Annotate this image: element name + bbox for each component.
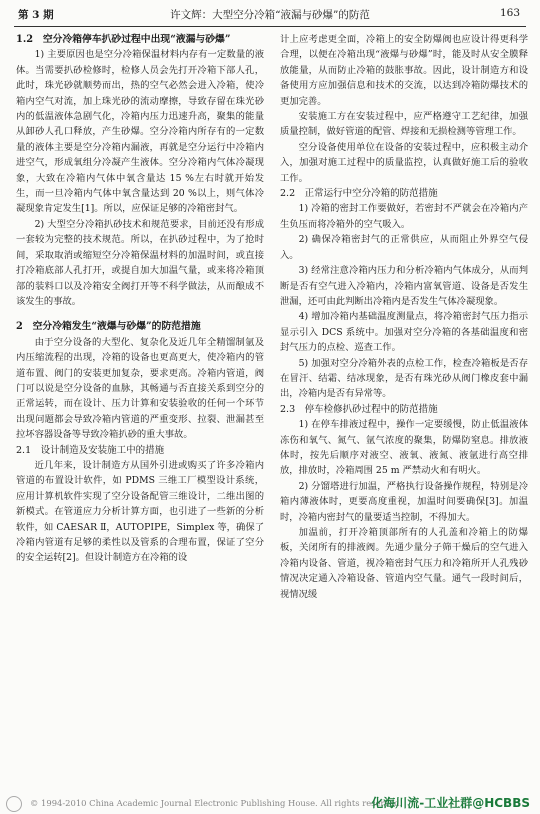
paragraph: 2) 确保冷箱密封气的正常供应，从而阻止外界空气侵入。 xyxy=(280,234,528,261)
section-2-3-heading: 2.3 停车检修扒砂过程中的防范措施 xyxy=(280,403,438,415)
paragraph: 近几年来，设计制造方从国外引进或购买了许多冷箱内管道的布置设计软件，如 PDMS 三维工厂模型设计系统，应用计算机软件实现了空分设备配管三维设计，二维出图的新模式。在管道应力分析计算方面，也引进了一些新的分析软件，如 CAESAR Ⅱ，AUTOPIPE，Simplex 等，确保了冷箱内管道有足够的柔性以及管系的合理布置，保证了空分的安全运转[2]。但设计制造方在冷箱的设 xyxy=(16,459,264,564)
article-title-header: 许文辉：大型空分冷箱“液漏与砂爆”的防范 xyxy=(170,9,370,21)
section-2-1-heading: 2.1 设计制造及安装施工中的措施 xyxy=(16,444,165,456)
page-number: 163 xyxy=(499,7,520,19)
left-column xyxy=(16,32,264,790)
paragraph: 空分设备使用单位在设备的安装过程中，应积极主动介入，加强对施工过程中的质量监控，认真做好施工后的验收工作。 xyxy=(280,141,528,184)
paragraph: 计上应考虑更全面，冷箱上的安全防爆阀也应设计得更科学合理，以便在冷箱出现“液爆与砂爆”时，能及时从安全膜释放能量，从而防止冷箱的鼓胀事故。因此，设计制造方和设备使用方应加强信息和技术的交流，以达到冷箱防爆技术的更加完善。 xyxy=(280,34,528,107)
paragraph: 安装施工方在安装过程中，应严格遵守工艺纪律，加强质量控制，做好管道的配管、焊接和无损检测等管理工作。 xyxy=(280,111,528,138)
running-header xyxy=(14,2,526,27)
page-footer xyxy=(0,792,540,814)
section-2-heading: 2 空分冷箱发生“液爆与砂爆”的防范措施 xyxy=(16,321,201,333)
issue-number: 第 3 期 xyxy=(18,9,54,21)
paragraph: 由于空分设备的大型化、复杂化及近几年全精馏制氩及内压缩流程的出现，冷箱的设备也更高更大，使冷箱内的管道布置、阀门的安装更加复杂，要求更高。冷箱内管道，阀门可以说是空分设备的血脉，其畅通与否直接关系到空分的正常运转，而在设计、压力计算和安装验收的任何一个环节出现问题都会导致冷箱内管道的严重变形、拉裂、泄漏甚至拉坏容器设备等导致冷箱扒砂的重大事故。 xyxy=(16,336,264,441)
paragraph: 1) 在停车排液过程中，操作一定要缓慢，防止低温液体冻伤和氧气、氮气、氩气浓度的聚集，防爆防窒息。排放液体时，按先后顺序对液空、液氧、液氮、液氩进行高空排放，排放时，冷箱周围 25 m 严禁动火和有明火。 xyxy=(280,419,528,477)
paragraph: 5) 加强对空分冷箱外表的点检工作，检查冷箱板是否存在冒汗、结霜、结冰现象，是否有珠光砂从阀门橡皮套中漏出，冷箱内是否有异常等。 xyxy=(280,357,528,400)
publisher-logo-icon xyxy=(6,796,22,812)
section-2-2-heading: 2.2 正常运行中空分冷箱的防范措施 xyxy=(280,188,438,200)
paragraph: 3) 经常注意冷箱内压力和分析冷箱内气体成分，从而判断是否有空气进入冷箱内，冷箱内富氧管道、设备是否发生泄漏，还可由此判断出冷箱内是否发生气体冷凝现象。 xyxy=(280,265,528,307)
paragraph: 2) 大型空分冷箱扒砂技术和规范要求，目前还没有形成一套较为完整的技术规范。所以，在扒砂过程中，为了抢时间，采取取消或缩短空分冷箱保温材料的加温时间，或直接打冷箱底部人孔打开，或提自加大加温气量，或来将冷箱顶部的装料口以及冷箱安全阀打开等不科学做法，从而酿成不该发生的事故。 xyxy=(16,218,264,307)
right-column xyxy=(280,32,528,790)
paragraph: 4) 增加冷箱内基础温度测量点，将冷箱密封气压力指示显示引入 DCS 系统中。加强对空分冷箱的各基础温度和密封气压力的点检、巡查工作。 xyxy=(280,311,528,354)
copyright-notice: © 1994-2010 China Academic Journal Electronic Publishing House. All rights reserved. xyxy=(30,798,403,808)
paragraph: 2) 分馏塔进行加温，严格执行设备操作规程，特别是冷箱内薄液体时，更要高度重视，加温时间要确保[3]。加温时，冷箱内密封气的量要适当控制，不得加大。 xyxy=(280,480,528,523)
watermark: 化海川流-工业社群@HCBBS xyxy=(371,796,530,810)
paragraph: 加温前，打开冷箱顶部所有的人孔盖和冷箱上的防爆板，关闭所有的排液阀。先通少量分子筛干燥后的空气进入冷箱内设备、管道，视冷箱密封气压力和冷箱所开人孔残砂情况决定通入冷箱设备、管道内空气量。通气一段时间后，视情况缓 xyxy=(280,527,528,600)
paragraph: 1) 冷箱的密封工作要做好，若密封不严就会在冷箱内产生负压而将冷箱外的空气吸入。 xyxy=(280,203,528,230)
section-1-2-heading: 1.2 空分冷箱停车扒砂过程中出现“液漏与砂爆” xyxy=(16,34,231,45)
paragraph: 1) 主要原因也是空分冷箱保温材料内存有一定数量的液体。当需要扒砂检修时，检修人员会先打开冷箱下部人孔，此时，珠光砂就顺势而出，热的空气必然会进入冷箱，使冷箱内空气对流，加上珠光砂的流动摩擦，导致存留在珠光砂内的低温液体急剧气化，冷箱内压力迅速升高，聚集的能量从卸砂人孔口释放，产生砂爆。空分冷箱内所存有的一定数量的液体主要是空分冷箱内漏液，再就是空分运行中冷箱内进空气，形成氧组分冷凝产生液体。空分冷箱内气体冷凝现象，大致在冷箱内气体中氧含量达 15 %左右时就开始发生，而一旦冷箱内气体中氧含量达到 20 %以上，则气体冷凝现象肯定发生[1]。所以，应保证足够的冷箱密封气。 xyxy=(16,49,264,215)
